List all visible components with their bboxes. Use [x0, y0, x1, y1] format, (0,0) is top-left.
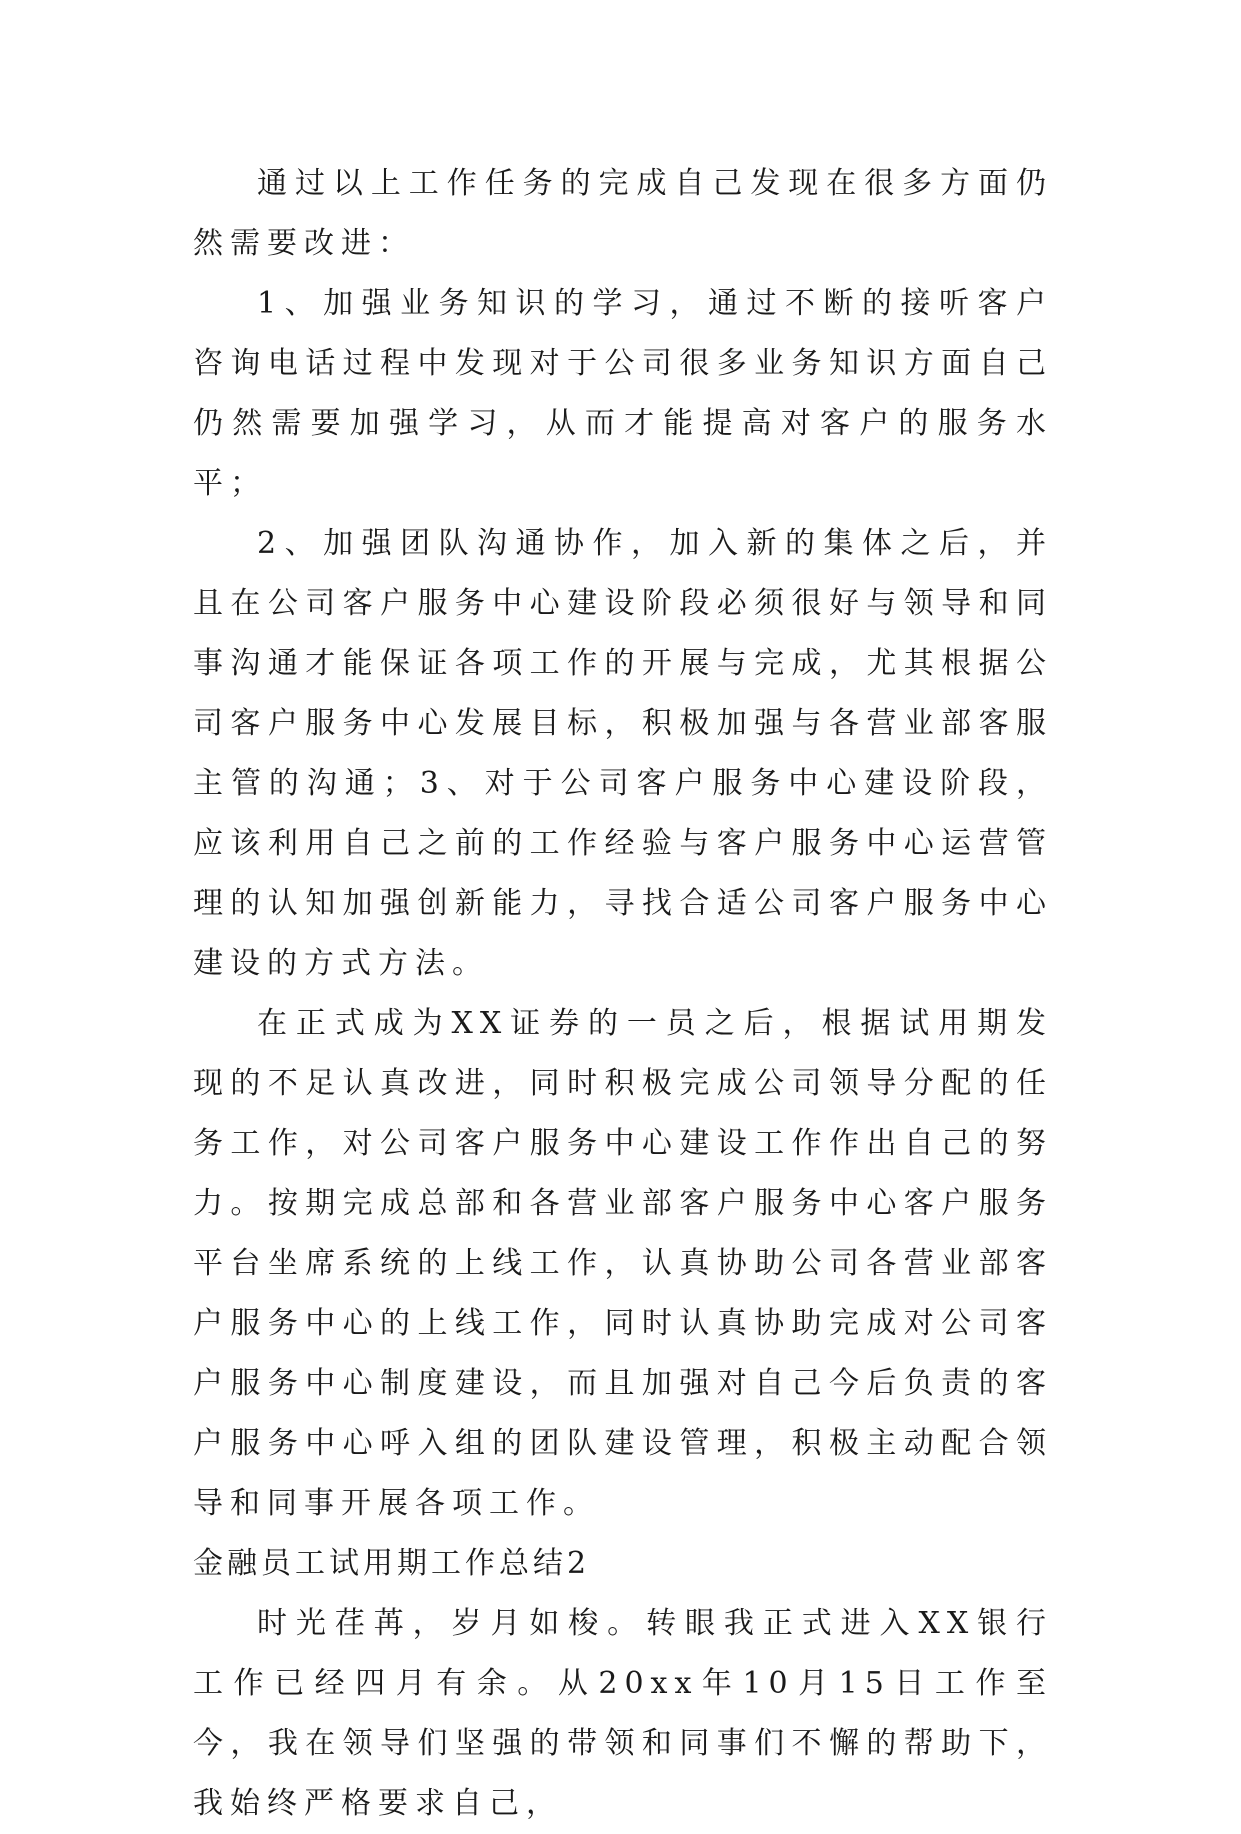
paragraph-item-2-3: 2、加强团队沟通协作，加入新的集体之后，并且在公司客户服务中心建设阶段必须很好与领导和同事沟通才能保证各项工作的开展与完成，尤其根据公司客户服务中心发展目标，积极加强与各营业部客服主管的沟通；3、对于公司客户服务中心建设阶段，应该利用自己之前的工作经验与客户服务中心运营管理的认知加强创新能力，寻找合适公司客户服务中心建设的方式方法。 [193, 526, 1053, 981]
paragraph-after-probation: 在正式成为XX证券的一员之后，根据试用期发现的不足认真改进，同时积极完成公司领导分配的任务工作，对公司客户服务中心建设工作作出自己的努力。按期完成总部和各营业部客户服务中心客户服务平台坐席系统的上线工作，认真协助公司各营业部客户服务中心的上线工作，同时认真协助完成对公司客户服务中心制度建设，而且加强对自己今后负责的客户服务中心呼入组的团队建设管理，积极主动配合领导和同事开展各项工作。 [193, 1006, 1053, 1521]
paragraph-improvement-intro: 通过以上工作任务的完成自己发现在很多方面仍然需要改进： [193, 166, 1053, 261]
document-body [193, 154, 1053, 1834]
section-heading: 金融员工试用期工作总结2 [193, 1546, 591, 1581]
paragraph-section-2-intro: 时光荏苒，岁月如梭。转眼我正式进入XX银行工作已经四月有余。从20xx年10月15日工作至今，我在领导们坚强的带领和同事们不懈的帮助下，我始终严格要求自己， [193, 1606, 1053, 1821]
paragraph-item-1: 1、加强业务知识的学习，通过不断的接听客户咨询电话过程中发现对于公司很多业务知识方面自己仍然需要加强学习，从而才能提高对客户的服务水平； [193, 286, 1053, 501]
